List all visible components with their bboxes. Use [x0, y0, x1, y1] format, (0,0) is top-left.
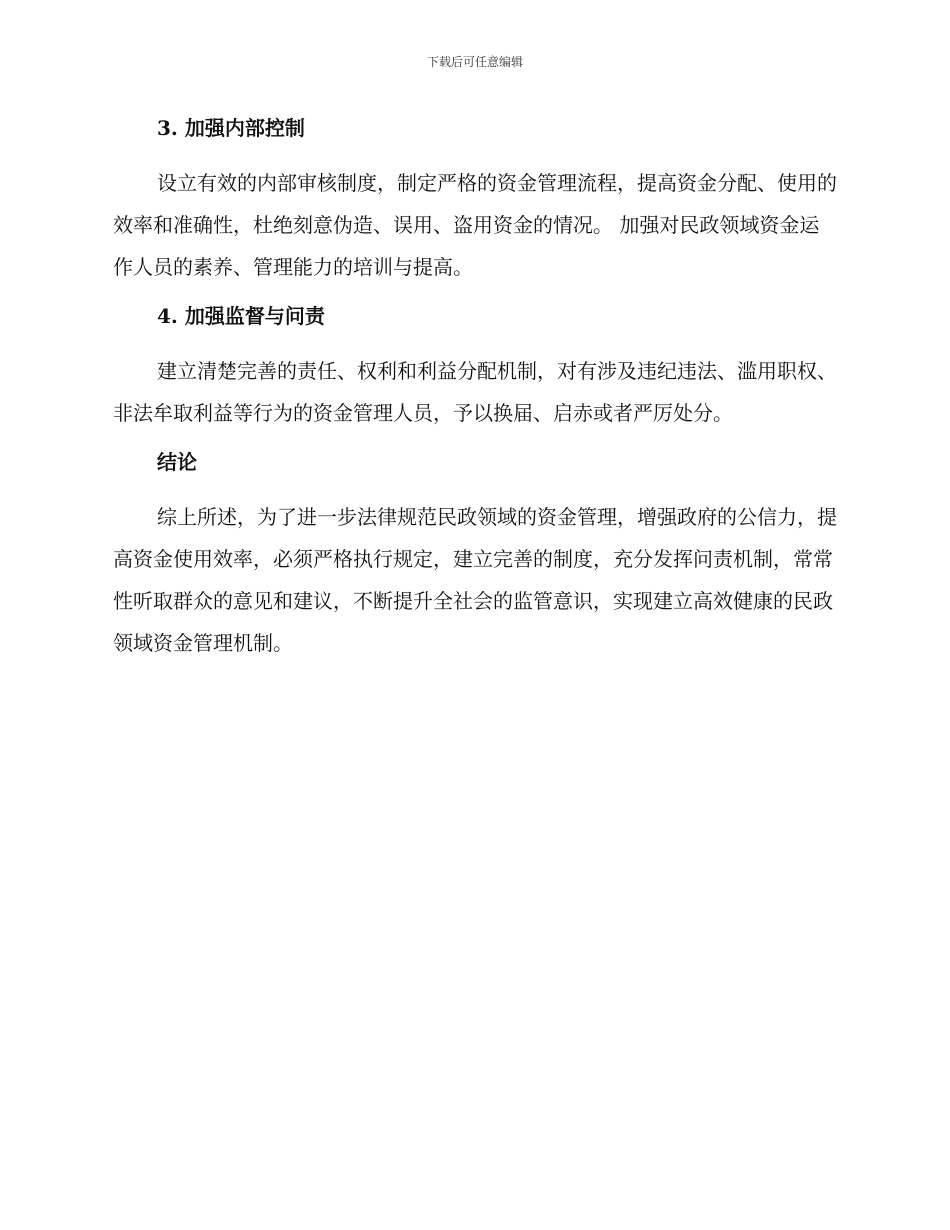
section-paragraph-conclusion: 综上所述，为了进一步法律规范民政领域的资金管理，增强政府的公信力，提高资金使用效率，必须严格执行规定，建立完善的制度，充分发挥问责机制，常常性听取群众的意见和建议，不断提升全社会的监管意识，实现建立高效健康的民政领域资金管理机制。 [113, 505, 837, 655]
section-heading-internal-control: 3. 加强内部控制 [157, 116, 305, 140]
section-paragraph-internal-control: 设立有效的内部审核制度，制定严格的资金管理流程，提高资金分配、使用的效率和准确性，杜绝刻意伪造、误用、盗用资金的情况。 加强对民政领域资金运作人员的素养、管理能力的培训与提高。 [113, 171, 837, 279]
section-heading-conclusion: 结论 [157, 450, 197, 474]
document-body [113, 110, 837, 664]
section-paragraph-supervision: 建立清楚完善的责任、权利和利益分配机制，对有涉及违纪违法、滥用职权、非法牟取利益等行为的资金管理人员，予以换届、启赤或者严厉处分。 [113, 359, 837, 425]
page-header: 下载后可任意编辑 [426, 55, 523, 69]
section-heading-supervision: 4. 加强监督与问责 [157, 304, 325, 328]
